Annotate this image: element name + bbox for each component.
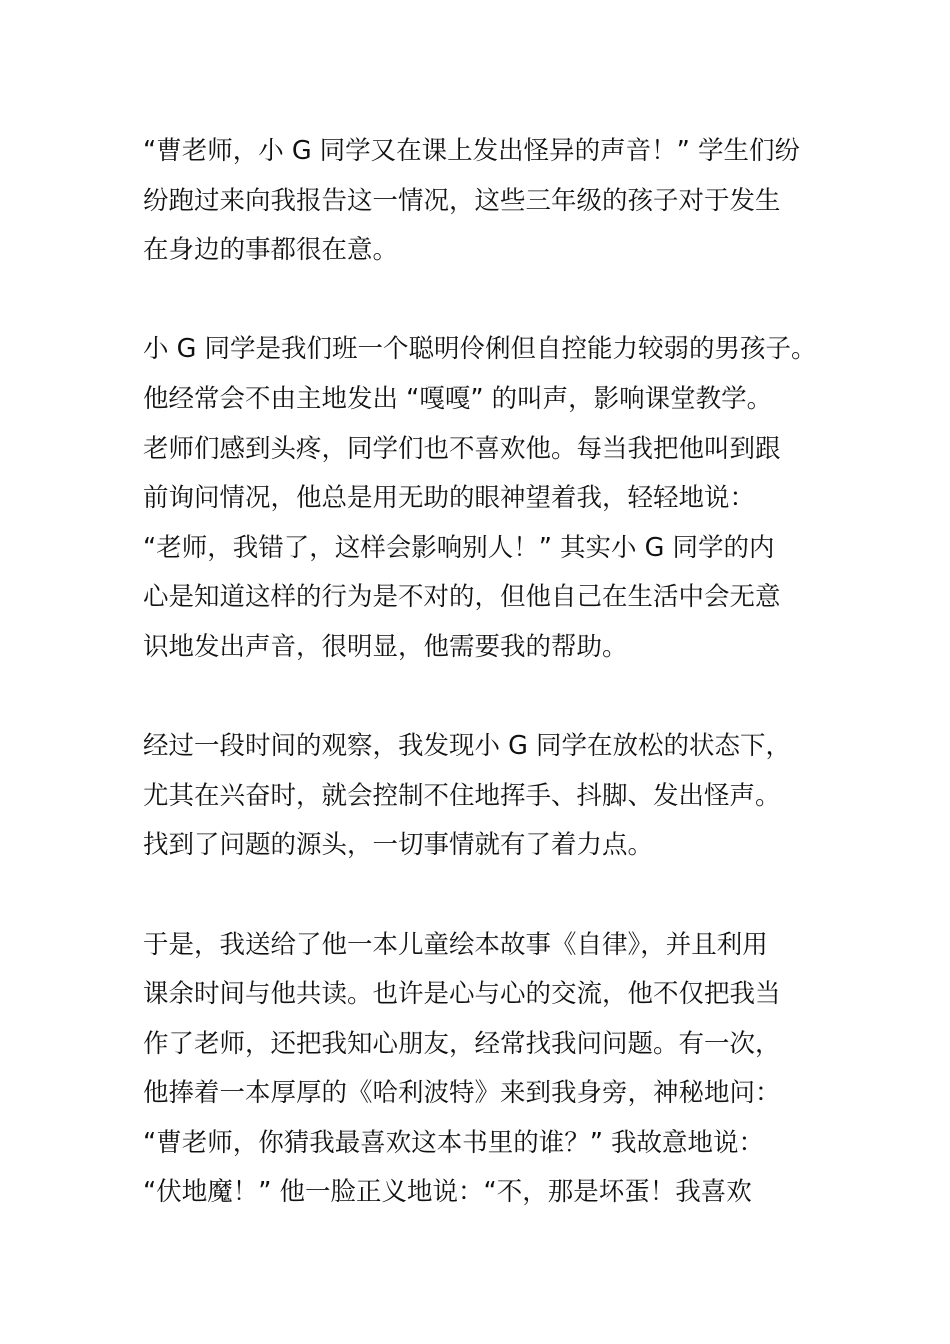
text-line: 小 G 同学是我们班一个聪明伶俐但自控能力较弱的男孩子。 [143, 334, 817, 365]
document-body [143, 127, 823, 1268]
text-line: 课余时间与他共读。也许是心与心的交流，他不仅把我当 [143, 979, 781, 1010]
text-line: 作了老师，还把我知心朋友，经常找我问问题。有一次， [143, 1028, 781, 1059]
text-line: 找到了问题的源头，一切事情就有了着力点。 [143, 830, 654, 861]
text-line: 他捧着一本厚厚的《哈利波特》来到我身旁，神秘地问： [143, 1078, 781, 1109]
text-line: “伏地魔！” 他一脸正义地说：“不，那是坏蛋！我喜欢 [143, 1177, 752, 1208]
text-line: 心是知道这样的行为是不对的，但他自己在生活中会无意 [143, 582, 781, 613]
text-line: 老师们感到头疼，同学们也不喜欢他。每当我把他叫到跟 [143, 433, 781, 464]
paragraph-3 [143, 722, 823, 871]
paragraph-2 [143, 325, 823, 672]
text-line: 他经常会不由主地发出 “嘎嘎” 的叫声，影响课堂教学。 [143, 383, 773, 414]
text-line: 尤其在兴奋时，就会控制不住地挥手、抖脚、发出怪声。 [143, 780, 781, 811]
text-line: 经过一段时间的观察，我发现小 G 同学在放松的状态下， [143, 731, 791, 762]
text-line: 前询问情况，他总是用无助的眼神望着我，轻轻地说： [143, 483, 756, 514]
text-line: 纷跑过来向我报告这一情况，这些三年级的孩子对于发生 [143, 185, 781, 216]
text-line: 于是，我送给了他一本儿童绘本故事《自律》，并且利用 [143, 929, 768, 960]
text-line: “曹老师，你猜我最喜欢这本书里的谁？” 我故意地说： [143, 1127, 765, 1158]
text-line: “老师，我错了，这样会影响别人！” 其实小 G 同学的内 [143, 532, 775, 563]
text-line: 识地发出声音，很明显，他需要我的帮助。 [143, 631, 628, 662]
paragraph-4 [143, 921, 823, 1219]
text-line: “曹老师，小 G 同学又在课上发出怪异的声音！” 学生们纷 [143, 136, 800, 166]
text-line: 在身边的事都很在意。 [143, 235, 399, 266]
paragraph-1 [143, 127, 823, 276]
